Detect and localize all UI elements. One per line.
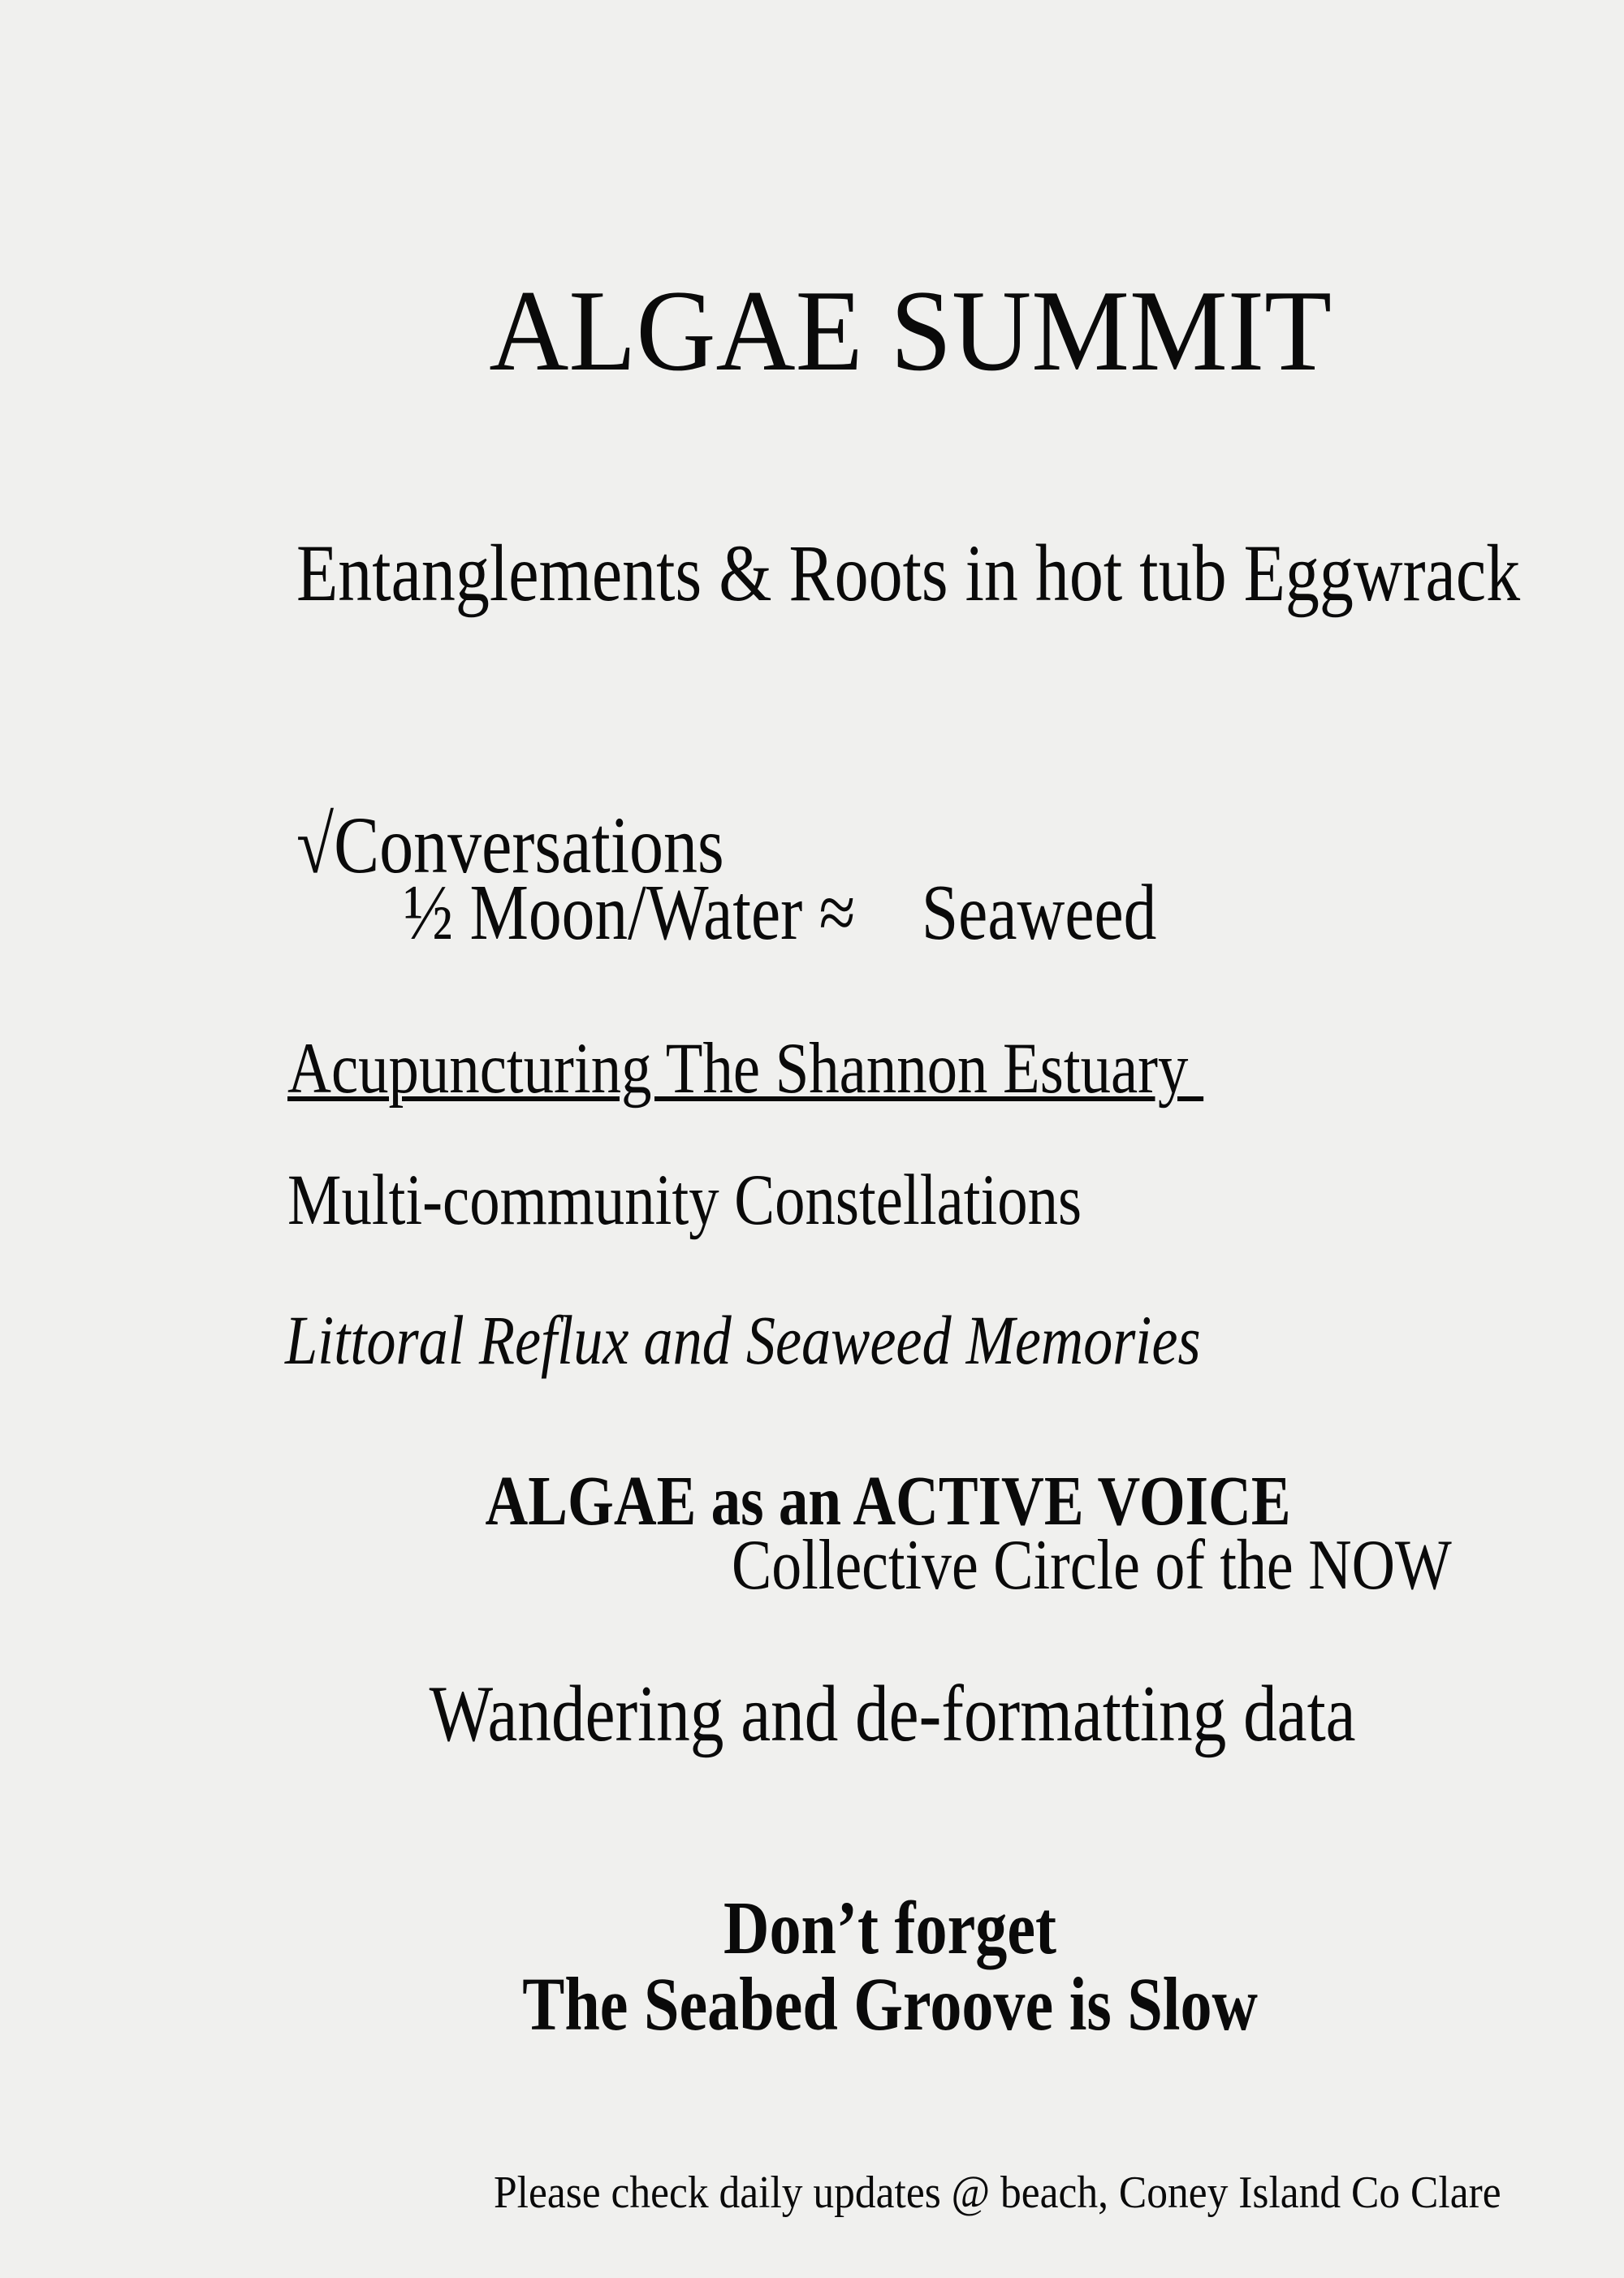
intro-line (215, 452, 1624, 695)
reminder-message-text: The Seabed Groove is Slow (522, 1963, 1259, 2047)
agenda-item-conversations-text: √Conversations (296, 800, 724, 890)
reminder-message (215, 1887, 1490, 2118)
poster-title-text: ALGAE SUMMIT (489, 266, 1332, 395)
agenda-item-moon-water-text: ½ Moon/Water ≈ Seaweed (404, 869, 1157, 956)
agenda-item-wandering (215, 1593, 1490, 1835)
agenda-item-constellations-text: Multi-community Constellations (287, 1161, 1082, 1240)
footer-note-text: Please check daily updates @ beach, Coney Island Co Clare (494, 2168, 1501, 2218)
intro-line-text: Entanglements & Roots in hot tub Eggwrack (296, 528, 1521, 618)
agenda-item-active-voice-text: ALGAE as an ACTIVE VOICE (485, 1461, 1291, 1540)
agenda-item-wandering-text: Wandering and de-formatting data (430, 1670, 1356, 1758)
agenda-item-collective-circle-text: Collective Circle of the NOW (732, 1526, 1452, 1605)
agenda-item-acupuncturing-text: Acupuncturing The Shannon Estuary (287, 1029, 1204, 1109)
agenda-item-littoral-text: Littoral Reflux and Seaweed Memories (285, 1301, 1201, 1379)
reminder-heading-text: Don’t forget (723, 1887, 1057, 1970)
footer-note (448, 2125, 1588, 2261)
